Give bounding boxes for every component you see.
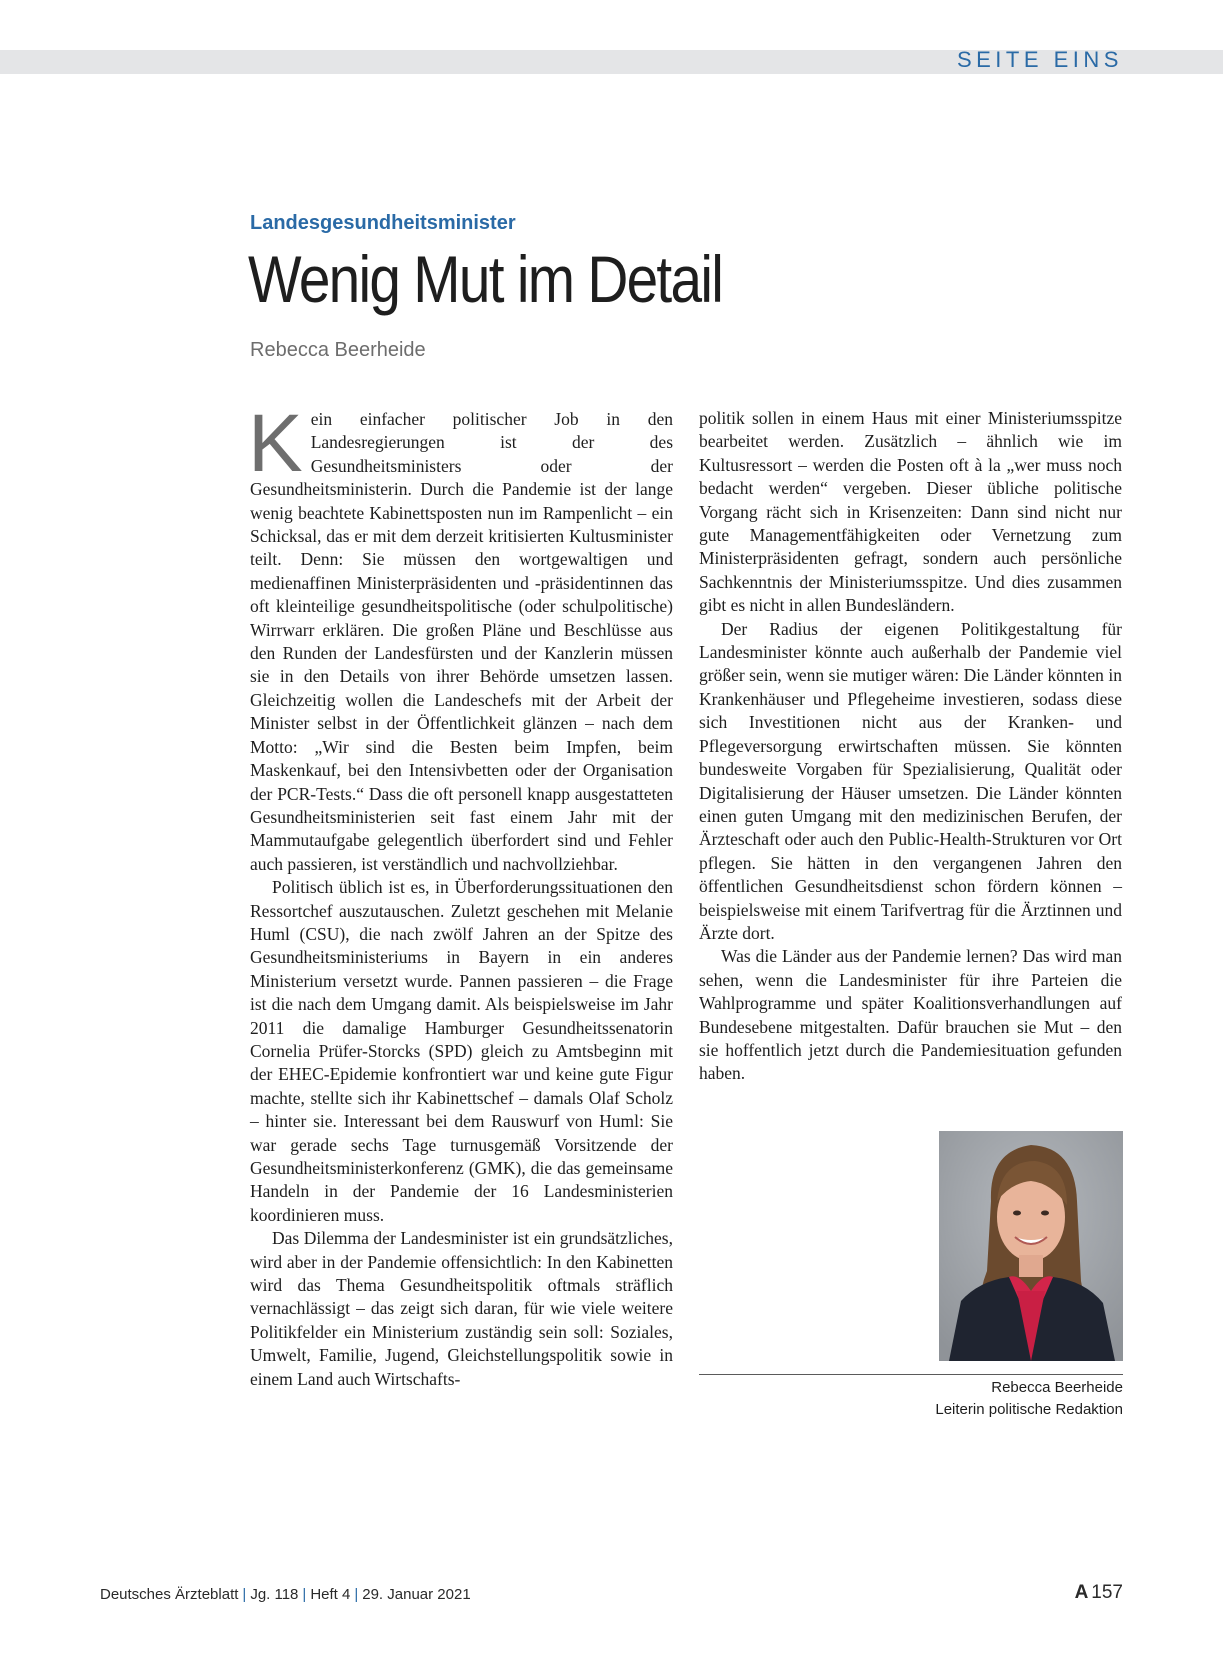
page-prefix: A bbox=[1074, 1582, 1089, 1603]
author-portrait-image bbox=[939, 1131, 1123, 1361]
footer-separator: | bbox=[354, 1586, 359, 1603]
drop-cap: K bbox=[248, 398, 303, 489]
footer-issue: Heft 4 bbox=[310, 1586, 351, 1603]
footer-journal: Deutsches Ärzteblatt bbox=[100, 1586, 239, 1603]
paragraph-text: ein einfacher politischer Job in den Landesregierungen ist der des Gesundheitsministers oder der Gesundheitsministerin. Durch die Pandemie ist der lange wenig beachtete Kabinettsposten nun im Rampenlicht – ein Schicksal, das er mit dem derzeit kritisierten Kultusminister teilt. Denn: Sie müssen den wortgewaltigen und medienaffinen Ministerpräsidenten und -präsidentinnen das oft kleinteilige gesundheitspolitische (oder schulpolitische) Wirrwarr erklären. Die großen Pläne und Beschlüsse aus den Runden der Landesfürsten und der Kanzlerin müssen sie in den Details von ihrer Behörde umsetzen lassen. Gleichzeitig wollen die Landeschefs mit der Arbeit der Minister selbst in der Öffentlichkeit glänzen – nach dem Motto: „Wir sind die Besten beim Impfen, beim Maskenkauf, bei den Intensivbetten oder der Organisation der PCR-Tests.“ Dass die oft personell knapp ausgestatteten Gesundheitsministerien seit fast einem Jahr mit der Mammutaufgabe gelegentlich überfordert sind und Fehler auch passieren, ist verständlich und nachvollziehbar. bbox=[250, 409, 673, 874]
article-author: Rebecca Beerheide bbox=[250, 339, 426, 361]
article-paragraph: Politisch üblich ist es, in Überforderungssituationen den Ressortchef auszutauschen. Zuletzt geschehen mit Melanie Huml (CSU), die nach zwölf Jahren an der Spitze des Gesundheitsministeriums in Bayern in ein anderes Ministerium versetzt wurde. Pannen passieren – die Frage ist die nach dem Umgang damit. Als beispielsweise im Jahr 2011 die damalige Hamburger Gesundheitssenatorin Cornelia Prüfer-Storcks (SPD) gleich zu Amtsbeginn mit der EHEC-Epidemie konfrontiert war und keine gute Figur machte, stellte sich ihr Kabinettschef – damals Olaf Scholz – hinter sie. Interessant bei dem Rauswurf von Huml: Sie war gerade sechs Tage turnusgemäß Vorsitzende der Gesundheitsministerkonferenz (GMK), die das gemeinsame Handeln in der Pandemie der 16 Landesministerien koordinieren muss. bbox=[250, 877, 673, 1225]
caption-role: Leiterin politische Redaktion bbox=[935, 1401, 1123, 1418]
article-paragraph: Was die Länder aus der Pandemie lernen? Das wird man sehen, wenn die Landesminister für ihre Parteien die Wahlprogramme und später Koalitionsverhandlungen auf Bundesebene mitgestalten. Dafür brauchen sie Mut – den sie hoffentlich jetzt durch die Pandemiesituation gefunden haben. bbox=[699, 946, 1122, 1084]
caption-rule bbox=[699, 1374, 1123, 1375]
footer-citation bbox=[100, 1586, 471, 1603]
page-number bbox=[1075, 1582, 1123, 1604]
footer-separator: | bbox=[242, 1586, 247, 1603]
photo-caption bbox=[935, 1377, 1123, 1421]
caption-name: Rebecca Beerheide bbox=[991, 1379, 1123, 1396]
section-label: SEITE EINS bbox=[956, 47, 1123, 72]
footer-date: 29. Januar 2021 bbox=[362, 1586, 471, 1603]
article-kicker: Landesgesundheitsminister bbox=[250, 212, 516, 234]
article-column-left bbox=[248, 398, 673, 1391]
article-paragraph: politik sollen in einem Haus mit einer Ministeriumsspitze bearbeitet werden. Zusätzlich – ähnlich wie im Kultusressort – werden die Posten oft à la „wer muss noch bedacht werden“ vergeben. Dieser übliche politische Vorgang rächt sich in Krisenzeiten: Dann sind nicht nur gute Managementfähigkeiten oder Vernetzung zum Ministerpräsidenten gefragt, sondern auch persönliche Sachkenntnis der Ministeriumsspitze. Und dies zusammen gibt es nicht in allen Bundesländern. bbox=[699, 408, 1122, 616]
article-paragraph bbox=[248, 398, 673, 876]
article-title: Wenig Mut im Detail bbox=[248, 242, 723, 316]
footer-volume: Jg. 118 bbox=[250, 1586, 299, 1603]
page-number-value: 157 bbox=[1091, 1582, 1123, 1603]
article-paragraph: Das Dilemma der Landesminister ist ein grundsätzliches, wird aber in der Pandemie offensichtlich: In den Kabinetten wird das Thema Gesundheitspolitik oftmals sträflich vernachlässigt – das zeigt sich daran, für wie viele weitere Politikfelder ein Ministerium zuständig sein soll: Soziales, Umwelt, Familie, Jugend, Gleichstellungspolitik sowie in einem Land auch Wirtschafts- bbox=[250, 1228, 673, 1389]
article-column-right bbox=[699, 407, 1122, 1086]
footer-separator: | bbox=[302, 1586, 307, 1603]
article-paragraph: Der Radius der eigenen Politikgestaltung für Landesminister könnte auch außerhalb der Pandemie viel größer sein, wenn sie mutiger wären: Die Länder könnten in Krankenhäuser und Pflegeheime investieren, sodass diese sich Investitionen nicht aus der Kranken- und Pflegeversorgung erwirtschaften müssen. Sie könnten bundesweite Vorgaben für Spezialisierung, Qualität oder Digitalisierung der Häuser umsetzen. Die Länder könnten einen guten Umgang mit den medizinischen Berufen, der Ärzteschaft oder auch den Public-Health-Strukturen vor Ort pflegen. Sie hätten in den vergangenen Jahren den öffentlichen Gesundheitsdienst schon fördern können – beispielsweise mit einem Tarifvertrag für die Ärztinnen und Ärzte dort. bbox=[699, 618, 1122, 943]
author-photo bbox=[939, 1131, 1123, 1361]
